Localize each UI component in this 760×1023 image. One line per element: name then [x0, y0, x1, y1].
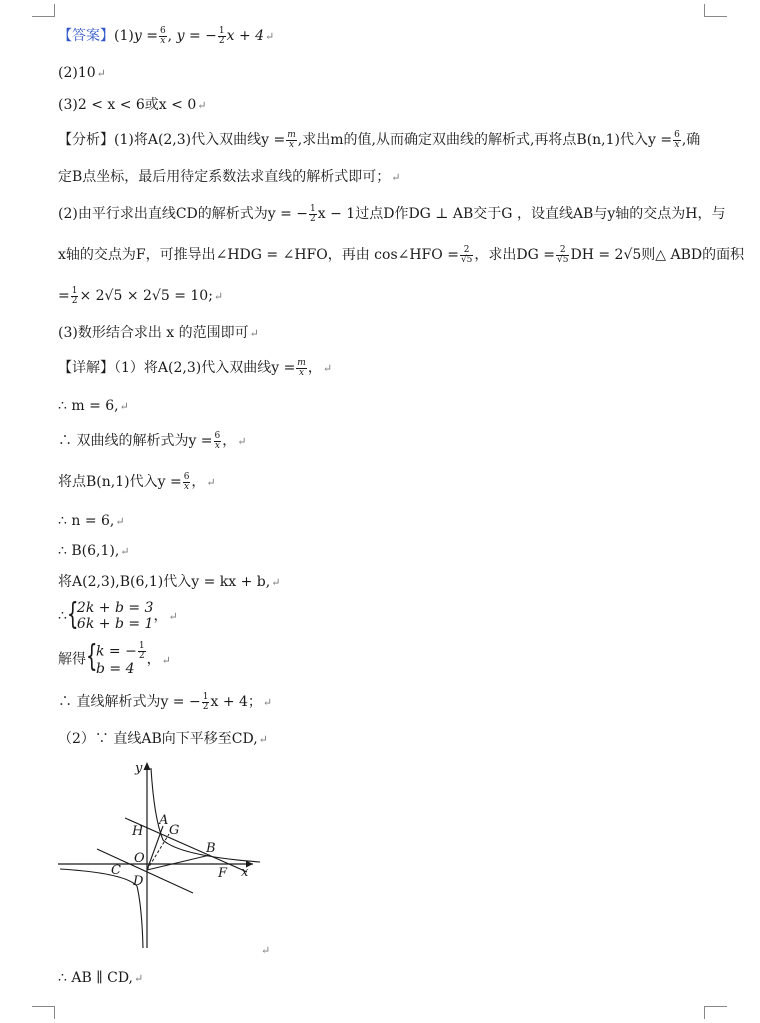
segment-bd [147, 855, 210, 870]
fraction: $\frac{m}{x}$ [297, 357, 306, 378]
label-o: O [134, 851, 145, 866]
analysis-line-2: 定B点坐标，最后用待定系数法求直线的解析式即可；↵ [58, 169, 401, 185]
analysis-line-4: x轴的交点为F，可推导出∠HDG = ∠HFO，再由 cos∠HFO = $\frac{2}{√5}$ ，求出DG = $\frac{2}{√5}$ DH = 2√5则△ ABD的面积 [58, 244, 745, 265]
fraction: $\frac{6}{x}$ [674, 129, 680, 150]
answer-tag: 【答案】 [58, 28, 114, 44]
detail-line-11: （2）∵ 直线AB向下平移至CD,↵ [58, 731, 268, 747]
label-d: D [133, 874, 144, 889]
detail-line-9: 解得 { k = − $\frac{1}{2}$ b = 4 ，↵ [58, 639, 171, 677]
paragraph-mark: ↵ [262, 696, 273, 709]
paragraph-mark: ↵ [271, 576, 281, 589]
analysis-line-3: (2)由平行求出直线CD的解析式为y = − $\frac{1}{2}$ x − 1过点D作DG ⊥ AB交于G ，设直线AB与y轴的交点为H，与 [58, 203, 726, 224]
answer-line-2: (2)10↵ [58, 65, 106, 81]
paragraph-mark: ↵ [119, 400, 129, 413]
paragraph-mark: ↵ [237, 435, 247, 448]
detail-line-8: ∴ { 2k + b = 3 6k + b = 1 ，↵ [58, 597, 178, 632]
label-g: G [169, 823, 180, 838]
y-axis-arrow-icon [144, 762, 151, 770]
label-b: B [206, 841, 216, 856]
label-y: y [135, 761, 143, 776]
detail-line-3: ∴ 双曲线的解析式为y = $\frac{6}{x}$ ，↵ [58, 430, 247, 451]
paragraph-mark: ↵ [115, 515, 125, 528]
paragraph-mark: ↵ [249, 327, 259, 340]
hyperbola-branch-left [60, 869, 143, 948]
label-x: x [241, 865, 249, 880]
equation-system: { 2k + b = 3 6k + b = 1 [66, 597, 154, 632]
page-corner-mark-bottom-right [704, 1006, 727, 1019]
detail-line-2: ∴ m = 6,↵ [58, 398, 129, 414]
analysis-tag: 【分析】 [58, 132, 114, 148]
label-h: H [132, 824, 144, 839]
paragraph-mark: ↵ [206, 476, 216, 489]
label-c: C [111, 863, 121, 878]
analysis-line-5: = $\frac{1}{2}$ × 2√5 × 2√5 = 10;↵ [58, 285, 224, 306]
detail-line-12: ∴ AB ∥ CD,↵ [58, 970, 144, 986]
figure-paragraph-mark: ↵ [261, 944, 271, 957]
fraction: $\frac{2}{√5}$ [557, 244, 569, 265]
fraction: $\frac{1}{2}$ [218, 25, 225, 46]
paragraph-mark: ↵ [120, 545, 130, 558]
detail-tag: 【详解】 [58, 360, 114, 376]
detail-line-5: ∴ n = 6,↵ [58, 513, 125, 529]
fraction: $\frac{m}{x}$ [287, 129, 296, 150]
fraction: $\frac{6}{x}$ [214, 430, 221, 451]
page-corner-mark-top-right [704, 4, 727, 17]
paragraph-mark: ↵ [134, 972, 144, 985]
paragraph-mark: ↵ [391, 171, 401, 184]
paragraph-mark: ↵ [213, 290, 224, 303]
answer-line-1: 【答案】(1)y = $\frac{6}{x}$ , y = − $\frac{1}{2}$ x + 4↵ [58, 25, 275, 46]
detail-line-6: ∴ B(6,1),↵ [58, 543, 130, 559]
paragraph-mark: ↵ [322, 362, 333, 375]
fraction: $\frac{6}{x}$ [183, 471, 190, 492]
label-f: F [218, 866, 228, 881]
fraction: $\frac{1}{2}$ [310, 203, 316, 224]
paragraph-mark: ↵ [265, 30, 275, 43]
page-corner-mark-bottom-left [32, 1006, 55, 1019]
analysis-line-1: 【分析】(1)将A(2,3)代入双曲线y = $\frac{m}{x}$ ,求出m的值,从而确定双曲线的解析式,再将点B(n,1)代入y = $\frac{6}{x}$ ,确 [58, 129, 701, 150]
detail-line-4: 将点B(n,1)代入y = $\frac{6}{x}$ ，↵ [58, 471, 216, 492]
paragraph-mark: ↵ [197, 99, 207, 112]
paragraph-mark: ↵ [258, 733, 268, 746]
fraction: $\frac{1}{2}$ [202, 691, 209, 712]
paragraph-mark: ↵ [168, 610, 178, 623]
detail-line-10: ∴ 直线解析式为y = − $\frac{1}{2}$ x + 4；↵ [58, 691, 273, 712]
detail-line-7: 将A(2,3),B(6,1)代入y = kx + b,↵ [58, 574, 281, 590]
left-brace-icon: { [86, 639, 98, 674]
geometry-figure [55, 758, 265, 954]
page-corner-mark-top-left [32, 4, 55, 17]
analysis-line-6: (3)数形结合求出 x 的范围即可↵ [58, 325, 259, 341]
label-a: A [159, 813, 169, 828]
paragraph-mark: ↵ [161, 653, 171, 667]
fraction: $\frac{2}{√5}$ [460, 244, 473, 265]
left-brace-icon: { [66, 597, 79, 632]
paragraph-mark: ↵ [96, 67, 106, 80]
equation-system: { k = − $\frac{1}{2}$ b = 4 [86, 639, 145, 677]
fraction: $\frac{1}{2}$ [71, 285, 78, 306]
detail-line-1: 【详解】（1）将A(2,3)代入双曲线y = $\frac{m}{x}$ ，↵ [58, 357, 333, 378]
answer-line-3: (3)2 < x < 6或x < 0↵ [58, 97, 207, 113]
fraction: $\frac{6}{x}$ [159, 25, 166, 46]
